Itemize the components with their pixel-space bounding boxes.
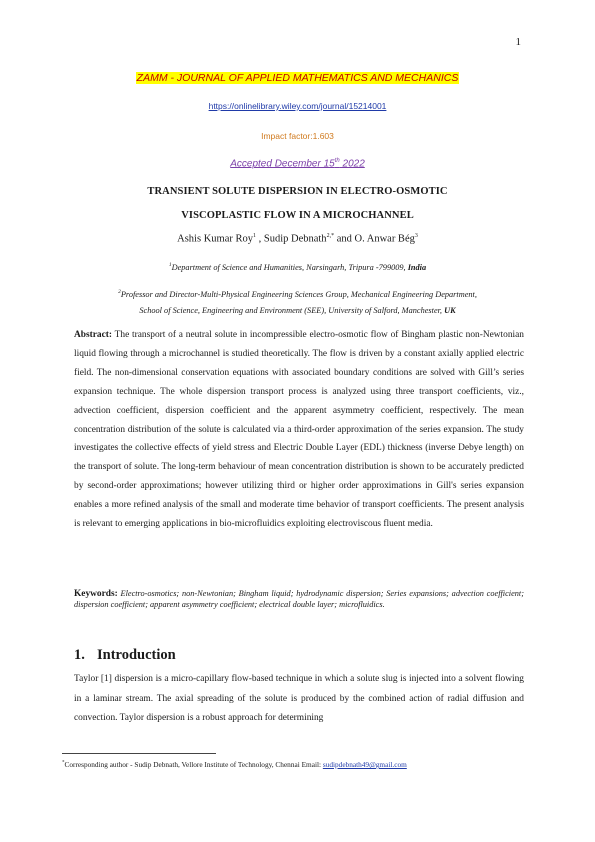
affiliation-2-line-2	[0, 306, 595, 315]
accepted-sup: th	[334, 158, 340, 164]
abstract	[74, 326, 524, 534]
keywords-label: Keywords:	[74, 589, 118, 599]
affiliation-2-text: Professor and Director-Multi-Physical Engineering Sciences Group, Mechanical Engineering Department,	[120, 289, 477, 299]
page-number: 1	[515, 36, 521, 48]
journal-url-link[interactable]: https://onlinelibrary.wiley.com/journal/15214001	[208, 101, 387, 111]
paper-title-line-2: VISCOPLASTIC FLOW IN A MICROCHANNEL	[181, 210, 414, 221]
affiliation-2-line-1	[0, 289, 595, 299]
author-3-sup: 3	[414, 233, 418, 239]
accepted-prefix: Accepted December 15	[230, 158, 335, 170]
affiliation-1-country: India	[407, 262, 427, 272]
author-2-sup: 2,*	[326, 233, 335, 239]
paper-title-line-1: TRANSIENT SOLUTE DISPERSION IN ELECTRO-OSMOTIC	[147, 186, 448, 197]
author-sep-1: ,	[255, 233, 264, 245]
introduction-paragraph: Taylor [1] dispersion is a micro-capillary flow-based technique in which a solute slug is injected into a solvent flowing in a laminar stream. The axial spreading of the solute is produced by the combined action of radial diffusion and convection. Taylor dispersion is a robust approach for determining	[74, 674, 524, 724]
abstract-text: The transport of a neutral solute in incompressible electro-osmotic flow of Bingham plastic non-Newtonian liquid flowing through a microchannel is studied theoretically. The flow is driven by a constant axially applied electric field. The non-dimensional conservation equations with associated boundary conditions are solved with Gill’s series expansion technique. The whole dispersion transport process is analyzed using three transport coefficients, viz., advection coefficient, dispersion coefficient and the apparent asymmetry coefficient, respectively. The mean concentration distribution of the solute is calculated via a third-order approximation of the series expansion. The study investigates the collective effects of yield stress and Electric Double Layer (EDL) thickness (inverse Debye length) on the transport of solute. The long-term behaviour of mean concentration distribution is shown to be accurately predicted by second-order approximations; however utilizing third or higher order approximations in Gill's series expansion enables a more refined analysis of the small and moderate time behavior of transport coefficients. The present analysis is relevant to emerging applications in bio-microfluidics exploiting electroviscous fluent media.	[74, 330, 524, 530]
footnote-text: Corresponding author - Sudip Debnath, Vellore Institute of Technology, Chennai Email:	[64, 760, 323, 769]
affiliation-1-sup: 1	[168, 262, 172, 268]
author-sep-2: and	[334, 233, 355, 245]
affiliation-2-sup: 2	[118, 289, 121, 295]
footnote-email-link[interactable]: sudipdebnath49@gmail.com	[322, 760, 407, 769]
accepted-suffix: 2022	[339, 158, 365, 170]
abstract-label: Abstract:	[74, 330, 113, 340]
section-number: 1.	[74, 647, 85, 663]
footnote	[62, 760, 407, 769]
impact-factor: Impact factor:1.603	[261, 131, 334, 141]
keywords-text: Electro-osmotics; non-Newtonian; Bingham liquid; hydrodynamic dispersion; Series expansions; advection coefficient; dispersion coefficient; apparent asymmetry coefficient; electrical double layer; microfluidics.	[74, 589, 524, 609]
journal-name	[0, 72, 595, 84]
accepted-date	[0, 158, 595, 169]
footnote-sup: *	[62, 760, 65, 766]
affiliation-1-text: Department of Science and Humanities, Narsingarh, Tripura -799009,	[171, 262, 408, 272]
footnote-rule	[62, 753, 216, 754]
author-1-sup: 1	[252, 233, 256, 239]
author-3: O. Anwar Bég	[354, 233, 415, 245]
journal-name-text: ZAMM - JOURNAL OF APPLIED MATHEMATICS AND MECHANICS	[136, 72, 459, 84]
affiliation-1	[0, 262, 595, 272]
author-1: Ashis Kumar Roy	[177, 233, 253, 245]
affiliation-2-text-2: School of Science, Engineering and Environment (SEE), University of Salford, Manchester,	[139, 306, 445, 315]
section-title: Introduction	[97, 647, 176, 663]
affiliation-2-country: UK	[444, 306, 456, 315]
author-list	[0, 233, 595, 245]
section-heading-introduction	[74, 647, 176, 664]
keywords	[74, 589, 524, 611]
author-2: Sudip Debnath	[263, 233, 327, 245]
